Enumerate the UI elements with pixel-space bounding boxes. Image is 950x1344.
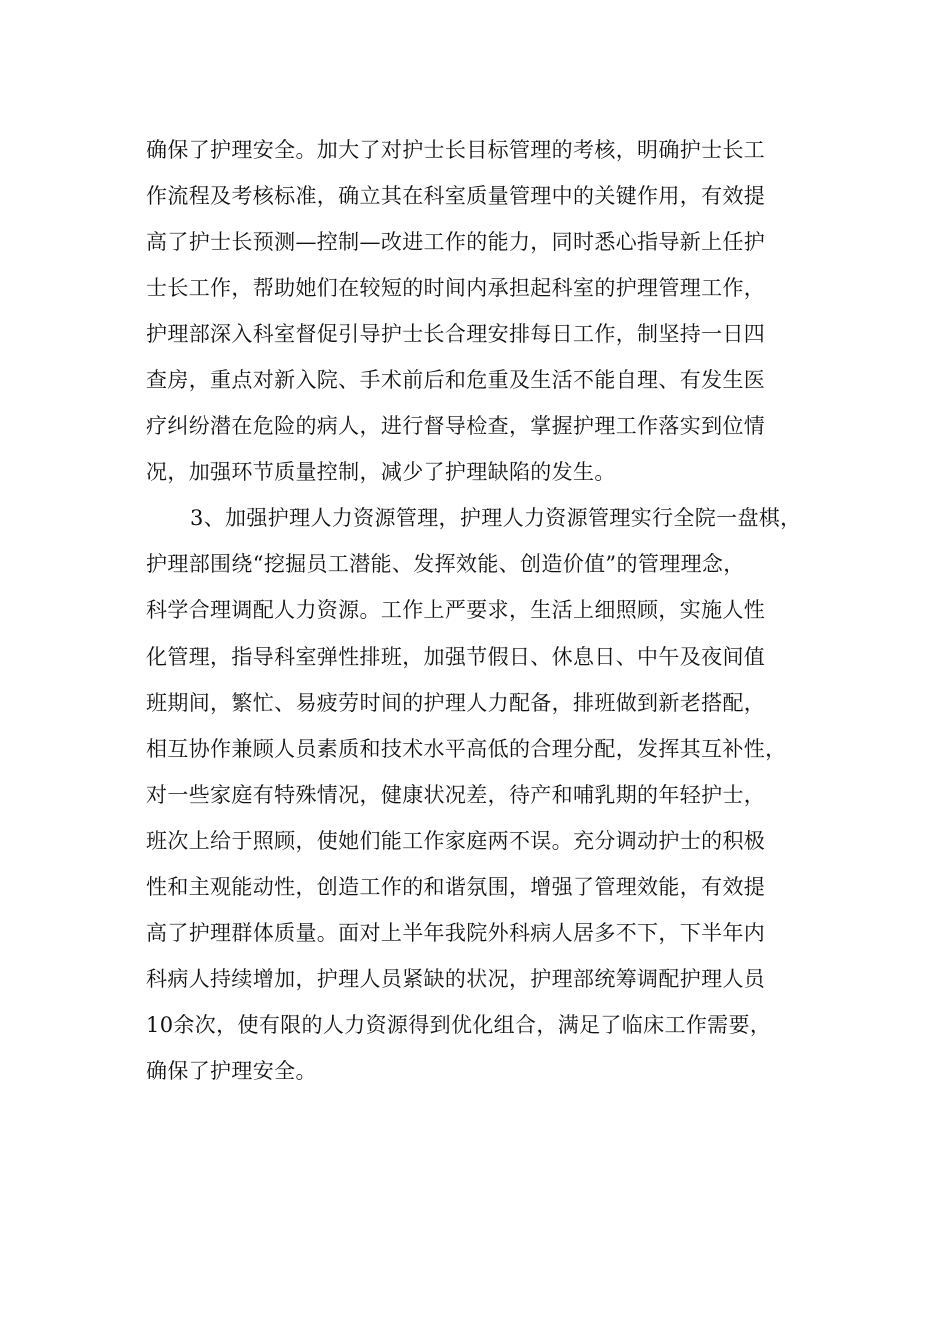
text-line: 疗纠纷潜在危险的病人，进行督导检查，掌握护理工作落实到位情: [146, 414, 766, 439]
text-line: 高了护士长预测—控制—改进工作的能力，同时悉心指导新上任护: [146, 230, 766, 255]
paragraph-nursing-management: [146, 127, 826, 495]
text-line: 确保了护理安全。加大了对护士长目标管理的考核，明确护士长工: [146, 138, 766, 162]
text-line: 护理部深入科室督促引导护士长合理安排每日工作，制坚持一日四: [146, 322, 766, 347]
text-line: 班次上给于照顾，使她们能工作家庭两不误。充分调动护士的积极: [146, 828, 766, 853]
text-line: 10余次，使有限的人力资源得到优化组合，满足了临床工作需要，: [146, 1012, 772, 1037]
text-line: 高了护理群体质量。面对上半年我院外科病人居多不下，下半年内: [146, 920, 766, 945]
text-line: 性和主观能动性，创造工作的和谐氛围，增强了管理效能，有效提: [146, 874, 766, 899]
text-line: 况，加强环节质量控制，减少了护理缺陷的发生。: [146, 460, 616, 485]
document-body: [146, 127, 826, 1094]
text-line: 班期间，繁忙、易疲劳时间的护理人力配备，排班做到新老搭配，: [146, 690, 766, 715]
text-line: 化管理，指导科室弹性排班，加强节假日、休息日、中午及夜间值: [146, 644, 766, 669]
text-line: 科病人持续增加，护理人员紧缺的状况，护理部统筹调配护理人员: [146, 966, 766, 991]
text-line: 查房，重点对新入院、手术前后和危重及生活不能自理、有发生医: [146, 368, 766, 393]
text-line: 作流程及考核标准，确立其在科室质量管理中的关键作用，有效提: [146, 184, 766, 209]
text-line: 相互协作兼顾人员素质和技术水平高低的合理分配，发挥其互补性，: [146, 736, 787, 761]
paragraph-human-resources: [146, 495, 826, 1094]
text-line: 士长工作，帮助她们在较短的时间内承担起科室的护理管理工作，: [146, 276, 766, 301]
text-line: 3、加强护理人力资源管理，护理人力资源管理实行全院一盘棋，: [190, 506, 802, 531]
text-line: 确保了护理安全。: [146, 1058, 317, 1083]
text-line: 对一些家庭有特殊情况，健康状况差，待产和哺乳期的年轻护士，: [146, 782, 766, 807]
text-line: 护理部围绕“挖掘员工潜能、发挥效能、创造价值”的管理理念，: [146, 552, 745, 577]
text-line: 科学合理调配人力资源。工作上严要求，生活上细照顾，实施人性: [146, 598, 766, 623]
